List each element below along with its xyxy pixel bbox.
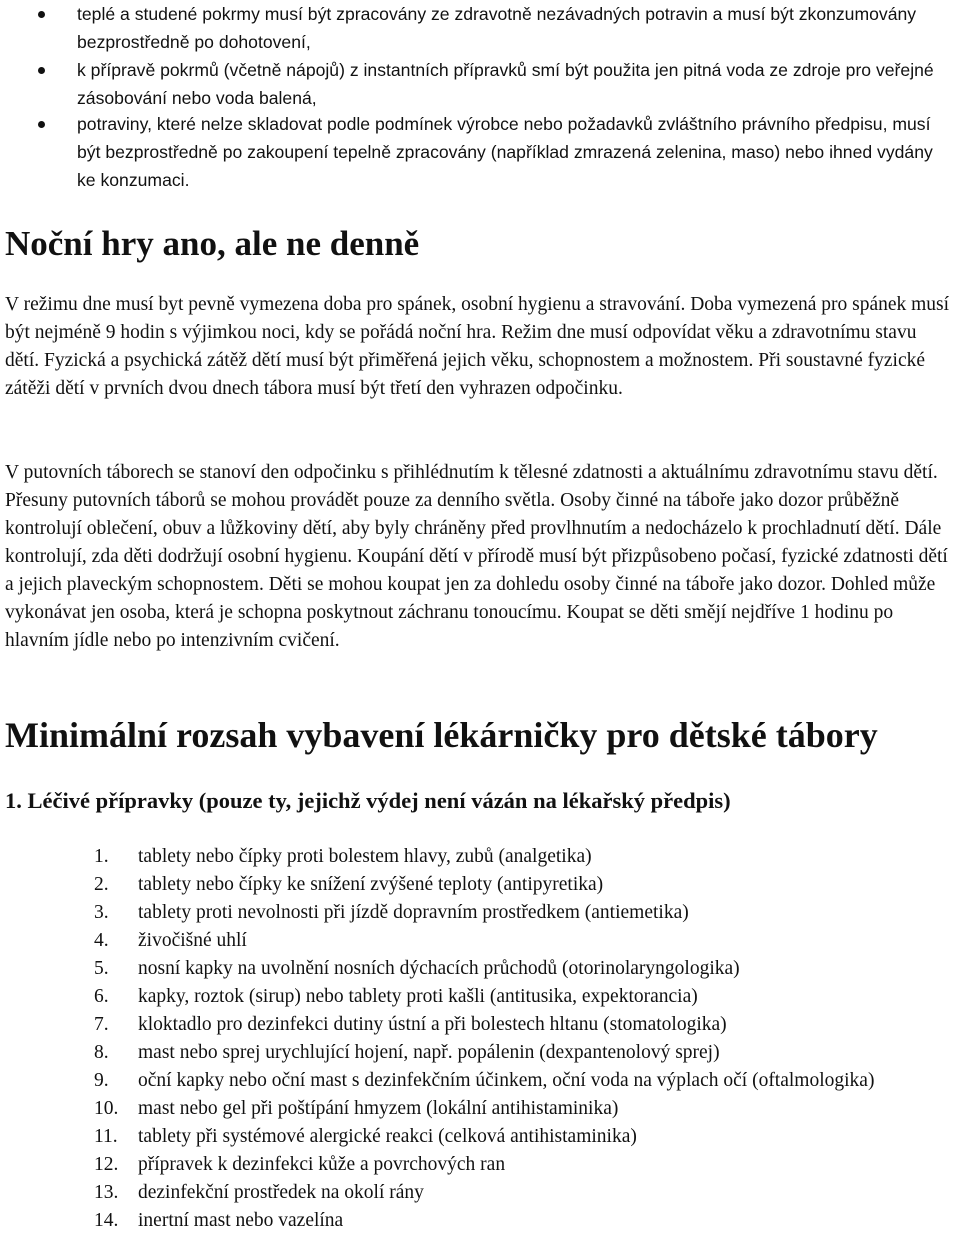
bullet-text: potraviny, které nelze skladovat podle podmínek výrobce nebo požadavků zvláštního právního předpisu, musí být bezprostředně po zakoupení tepelně zpracovány (například zmrazená zelenina, maso) nebo ihned vydány ke konzumaci.	[77, 114, 933, 190]
list-item-text: živočišné uhlí	[138, 930, 247, 951]
bullet-dot-icon	[38, 121, 45, 128]
list-item-number: 10.	[94, 1098, 119, 1119]
list-item-text: tablety proti nevolnosti při jízdě dopravním prostředkem (antiemetika)	[138, 902, 689, 923]
list-item	[0, 1207, 928, 1235]
list-item-number: 5.	[94, 958, 109, 979]
list-item	[0, 1123, 928, 1151]
list-item-text: tablety nebo čípky proti bolestem hlavy, zubů (analgetika)	[138, 846, 592, 867]
list-item	[0, 1151, 928, 1179]
bullet-item	[0, 0, 937, 56]
list-item-number: 9.	[94, 1070, 109, 1091]
list-item-text: mast nebo gel při poštípání hmyzem (lokální antihistaminika)	[138, 1098, 619, 1119]
list-item	[0, 843, 928, 871]
list-item	[0, 899, 928, 927]
list-item-number: 2.	[94, 874, 109, 895]
list-item-text: kapky, roztok (sirup) nebo tablety proti kašli (antitusika, expektorancia)	[138, 986, 698, 1007]
list-item	[0, 1067, 928, 1095]
bullet-text: teplé a studené pokrmy musí být zpracovány ze zdravotně nezávadných potravin a musí být zkonzumovány bezprostředně po dohotovení,	[77, 4, 917, 52]
list-item-number: 4.	[94, 930, 109, 951]
list-item-text: tablety při systémové alergické reakci (celková antihistaminika)	[138, 1126, 637, 1147]
list-item-text: inertní mast nebo vazelína	[138, 1210, 344, 1231]
night-games-heading: Noční hry ano, ale ne denně	[5, 224, 420, 263]
list-item	[0, 1179, 928, 1207]
list-item	[0, 1011, 928, 1039]
list-item-text: tablety nebo čípky ke snížení zvýšené teploty (antipyretika)	[138, 874, 604, 895]
list-item-number: 13.	[94, 1182, 119, 1203]
hiking-camps-paragraph: V putovních táborech se stanoví den odpočinku s přihlédnutím k tělesné zdatnosti a aktuálnímu zdravotnímu stavu dětí. Přesuny putovních táborů se mohou provádět pouze za denního světla. Osoby činné na táboře jako dozor průběžně kontrolují oblečení, obuv a lůžkoviny dětí, aby byly chráněny před provlhnutím a nedocházelo k prochladnutí dětí. Dále kontrolují, zda děti dodržují osobní hygienu. Koupání dětí v přírodě musí být přizpůsobeno počasí, fyzické zdatnosti dětí a jejich plaveckým schopnostem. Děti se mohou koupat jen za dohledu osoby činné na táboře jako dozor. Dohled může vykonávat jen osoba, která je schopna poskytnout záchranu tonoucímu. Koupat se děti smějí nejdříve 1 hodinu po hlavním jídle nebo po intenzivním cvičení.	[5, 462, 948, 651]
bullet-dot-icon	[38, 11, 45, 18]
list-item-number: 6.	[94, 986, 109, 1007]
list-item-text: kloktadlo pro dezinfekci dutiny ústní a při bolestech hltanu (stomatologika)	[138, 1014, 727, 1035]
list-item-number: 14.	[94, 1210, 119, 1231]
list-item	[0, 1039, 928, 1067]
bullet-item	[0, 56, 937, 112]
list-item-number: 11.	[94, 1126, 118, 1147]
medicine-list	[0, 843, 960, 1235]
list-item-number: 3.	[94, 902, 109, 923]
list-item	[0, 1095, 928, 1123]
bullet-dot-icon	[38, 67, 45, 74]
bullet-text: k přípravě pokrmů (včetně nápojů) z instantních přípravků smí být použita jen pitná voda ze zdroje pro veřejné zásobování nebo voda balená,	[77, 60, 934, 108]
first-aid-kit-heading: Minimální rozsah vybavení lékárničky pro dětské tábory	[5, 715, 878, 755]
list-item-text: nosní kapky na uvolnění nosních dýchacích průchodů (otorinolaryngologika)	[138, 958, 740, 979]
list-item-number: 1.	[94, 846, 109, 867]
medicines-subheading: 1. Léčivé přípravky (pouze ty, jejichž výdej není vázán na lékařský předpis)	[5, 788, 731, 813]
list-item-text: mast nebo sprej urychlující hojení, např. popálenin (dexpantenolový sprej)	[138, 1042, 720, 1063]
daily-regime-paragraph: V režimu dne musí byt pevně vymezena doba pro spánek, osobní hygienu a stravování. Doba vymezená pro spánek musí být nejméně 9 hodin s výjimkou noci, kdy se pořádá noční hra. Režim dne musí odpovídat věku a zdravotnímu stavu dětí. Fyzická a psychická zátěž dětí musí být přiměřená jejich věku, schopnostem a možnostem. Při soustavné fyzické zátěži dětí v prvních dvou dnech tábora musí být třetí den vyhrazen odpočinku.	[5, 294, 950, 399]
list-item-number: 12.	[94, 1154, 119, 1175]
list-item-text: oční kapky nebo oční mast s dezinfekčním účinkem, oční voda na výplach očí (oftalmologika)	[138, 1070, 875, 1091]
list-item-text: přípravek k dezinfekci kůže a povrchových ran	[138, 1154, 506, 1175]
list-item-number: 8.	[94, 1042, 109, 1063]
list-item-text: dezinfekční prostředek na okolí rány	[138, 1182, 424, 1203]
list-item	[0, 871, 928, 899]
list-item	[0, 955, 928, 983]
list-item	[0, 927, 928, 955]
bullet-item	[0, 110, 937, 194]
list-item	[0, 983, 928, 1011]
list-item-number: 7.	[94, 1014, 109, 1035]
